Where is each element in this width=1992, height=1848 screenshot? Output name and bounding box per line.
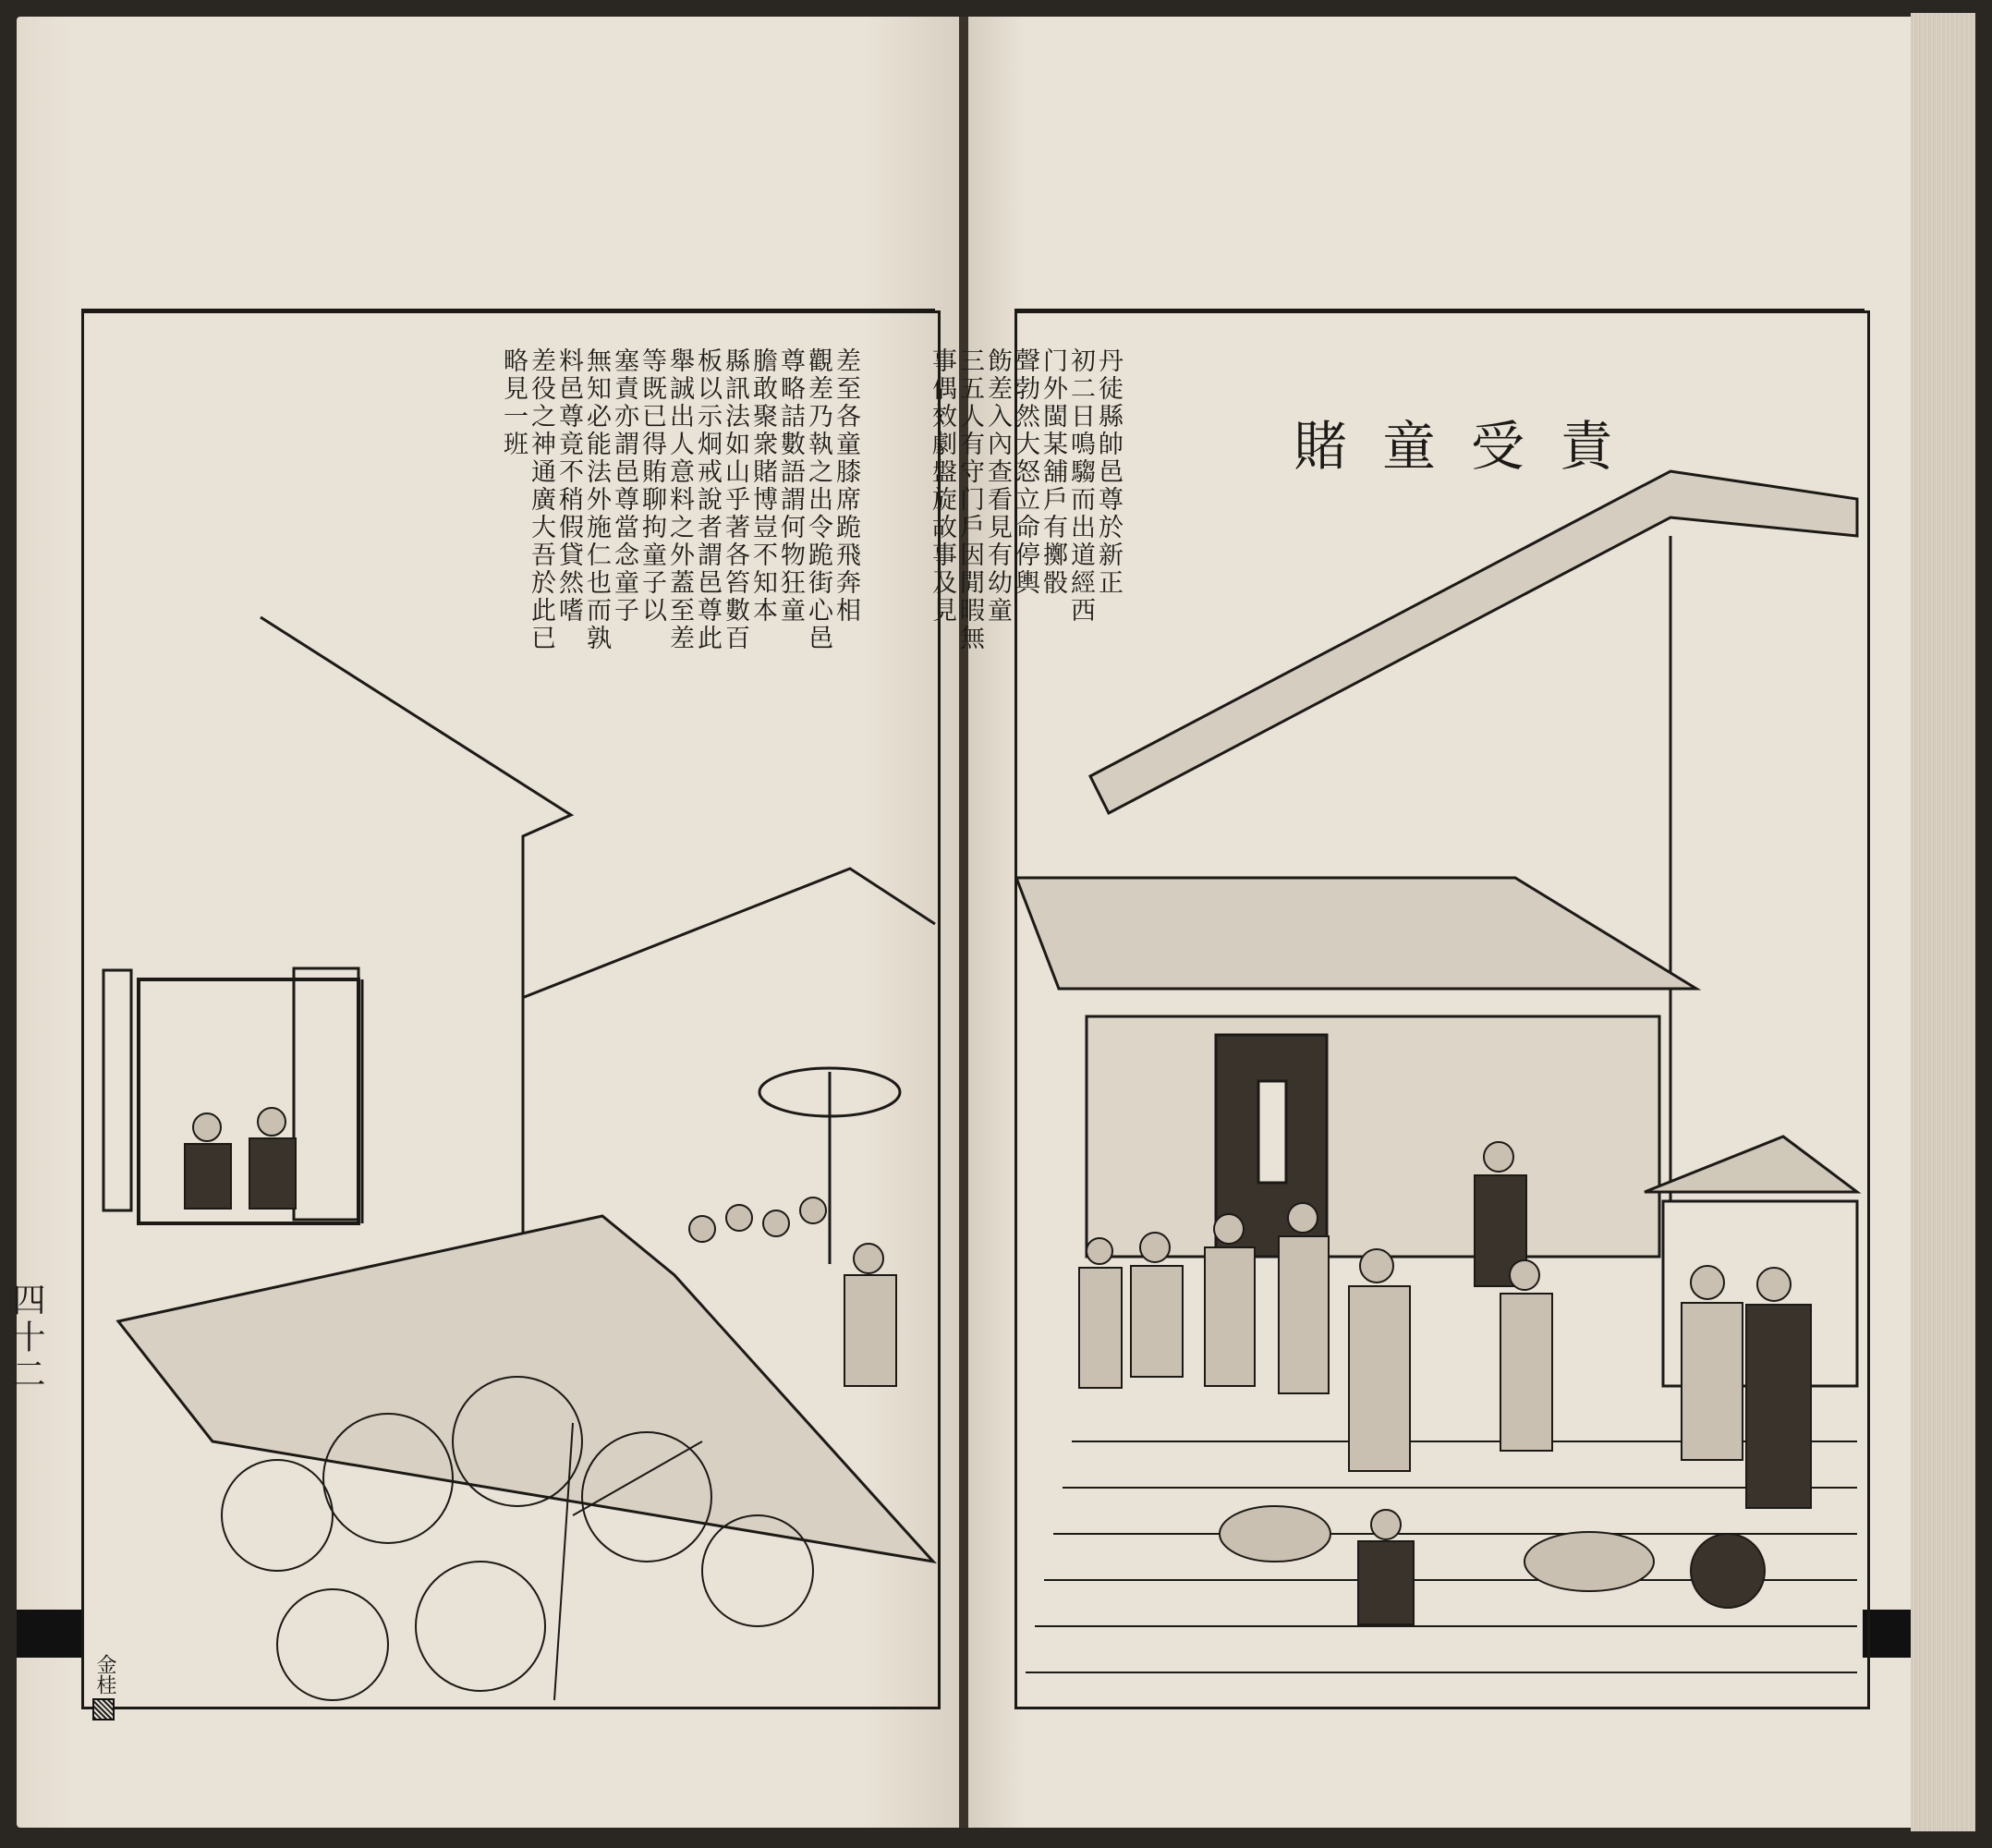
left-text-col-1: 差至各童膝席跪飛奔相 (832, 347, 860, 625)
left-text-col-3: 尊略詰數語謂何物狂童 (776, 347, 805, 625)
left-text-col-8: 等既已得賄聊拘童子以 (638, 347, 666, 625)
sedan-chair-roof (1645, 1137, 1857, 1192)
left-text-col-9: 塞責亦謂邑尊當念童子 (610, 347, 638, 625)
right-roof-slope (1090, 471, 1857, 813)
right-text-col-4: 聲勃然大怒立命停輿 (1011, 347, 1039, 597)
left-text-col-7: 舉誠出人意料之外蓋至差 (665, 347, 694, 652)
left-big-roof (118, 1216, 933, 1562)
right-text-col-6: 三五人有守门戶因閒暇無 (955, 347, 984, 652)
right-house-roof (1016, 878, 1696, 989)
left-text-col-2: 觀差乃執之出令跪街心邑 (804, 347, 832, 652)
right-text-col-1: 丹徒縣帥邑尊於新正 (1094, 347, 1123, 597)
right-text-col-7: 事偶效劇盤旋故事及見 (928, 347, 956, 625)
left-text-col-6: 板以示炯戒說者謂邑尊此 (693, 347, 722, 652)
illustration-title: 賭童受責 (1294, 415, 1649, 478)
left-text-col-10: 無知必能法外施仁也而孰 (582, 347, 611, 652)
right-house-body (1087, 1016, 1659, 1257)
left-text-col-13: 略見一班 (499, 347, 528, 458)
page-number: 四十二 (7, 1283, 45, 1393)
left-text-col-11: 料邑尊竟不稍假貸然嗜 (554, 347, 583, 625)
artist-signature: 金桂 (93, 1654, 116, 1695)
right-text-col-3: 门外閩某舖戶有擲骰 (1039, 347, 1067, 597)
left-text-col-5: 縣訊法如山乎著各笞數百 (721, 347, 749, 652)
left-text-col-12: 差役之神通廣大吾於此已 (527, 347, 555, 652)
left-wall-outline (261, 617, 571, 1246)
right-text-col-2: 初二日鳴騶而出道經西 (1066, 347, 1095, 625)
right-text-col-5: 飭差入內查看見有幼童 (983, 347, 1012, 625)
left-small-roof (522, 869, 935, 998)
left-text-col-4: 膽敢聚衆賭博豈不知本 (748, 347, 777, 625)
